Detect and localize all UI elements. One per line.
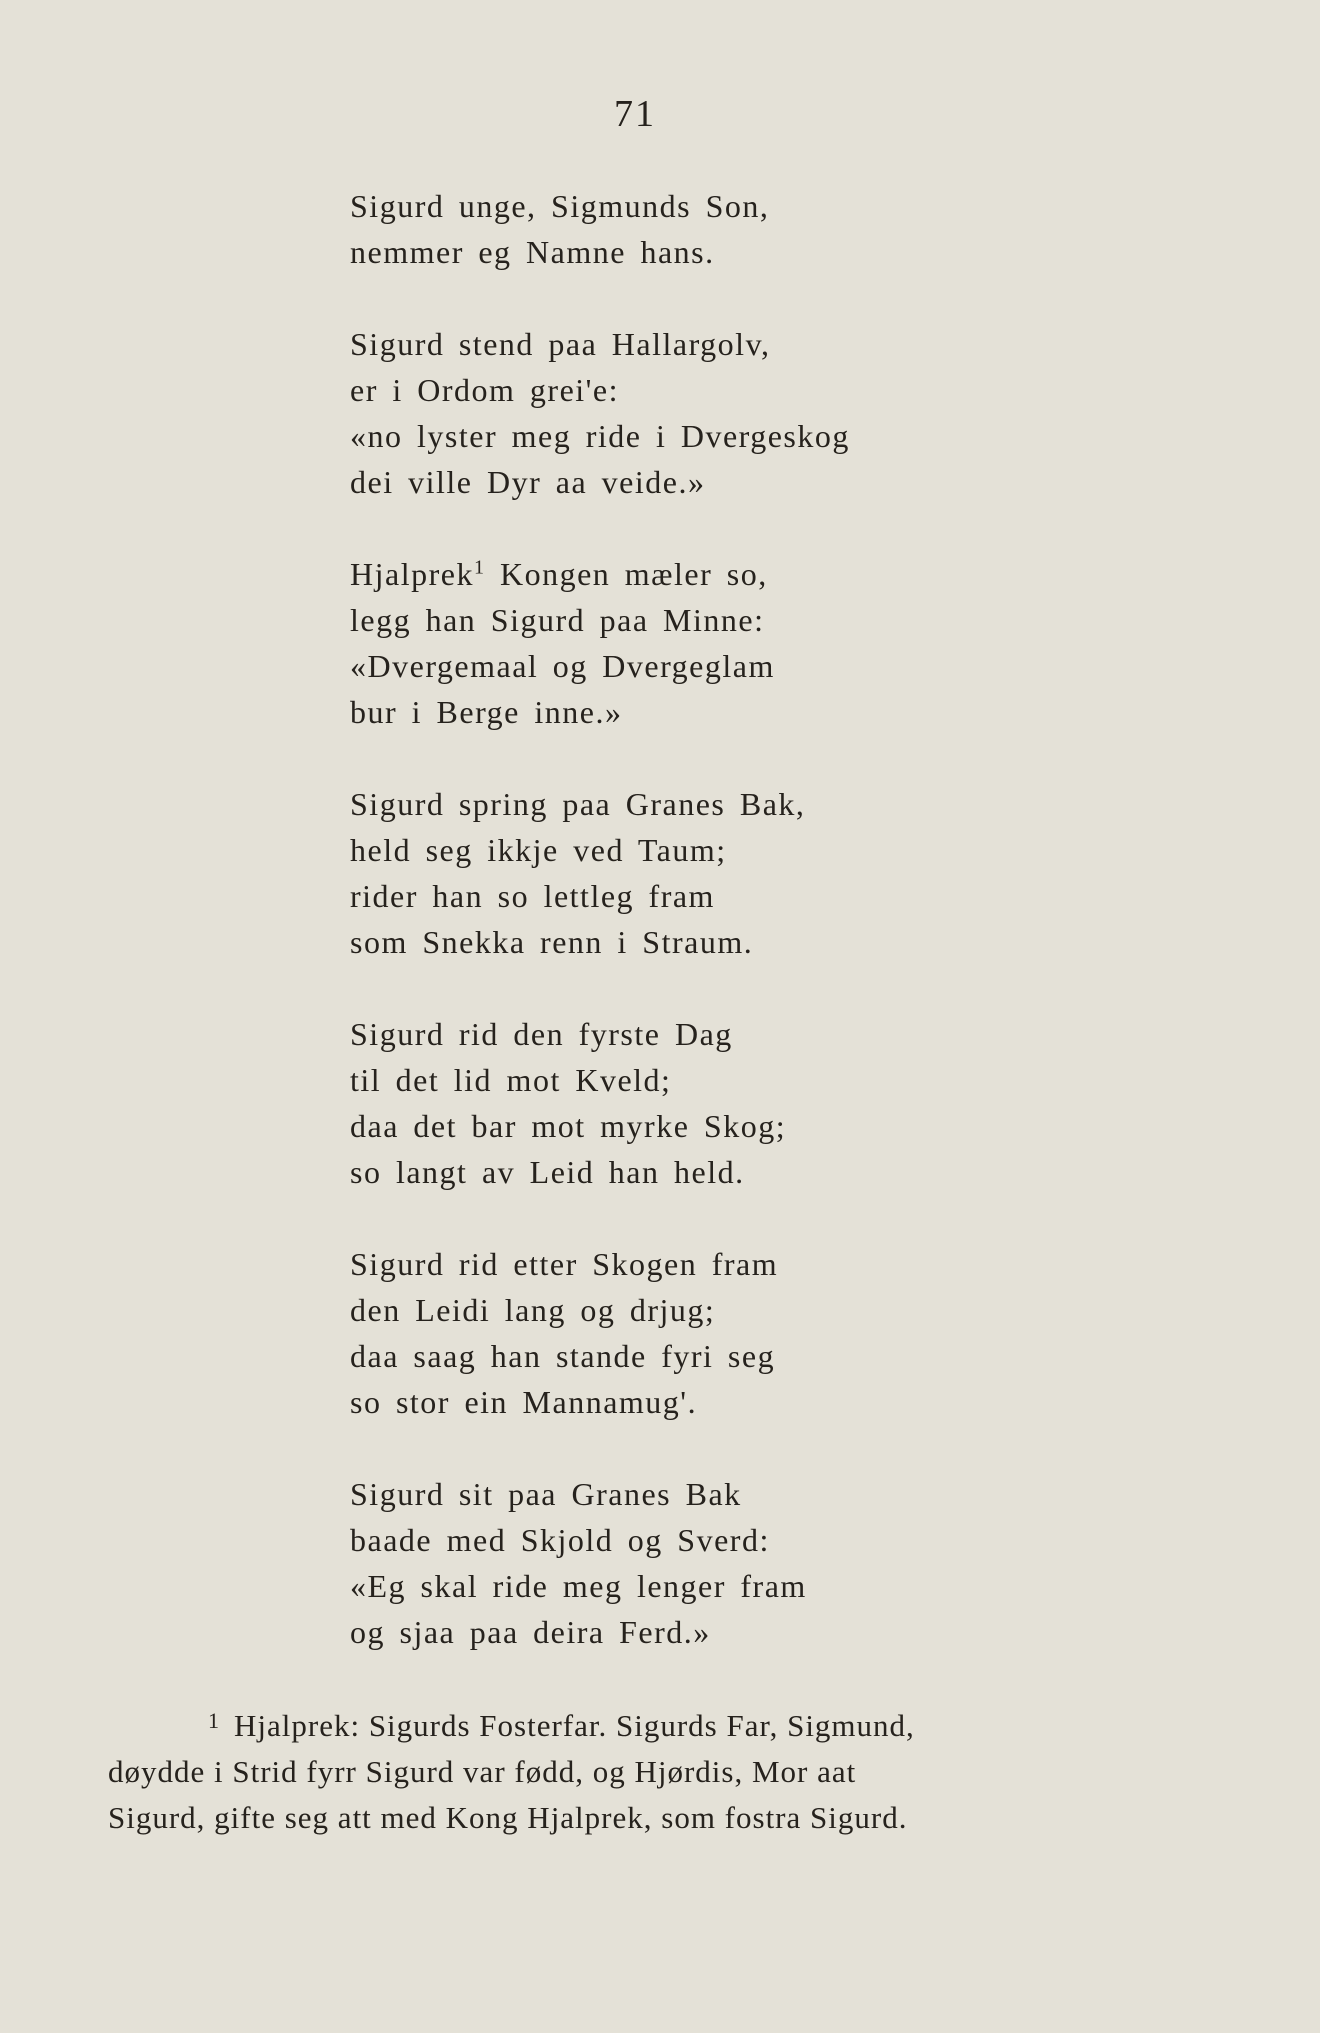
poem-line: held seg ikkje ved Taum;	[350, 832, 727, 868]
poem-line: nemmer eg Namne hans.	[350, 234, 715, 270]
footnote-reference[interactable]: 1	[473, 556, 486, 579]
footnote-line: døydde i Strid fyrr Sigurd var fødd, og Hjørdis, Mor aat	[108, 1754, 857, 1789]
poem-line: «Eg skal ride meg lenger fram	[350, 1568, 807, 1604]
poem-line: Sigurd rid den fyrste Dag	[350, 1016, 733, 1052]
poem-line: som Snekka renn i Straum.	[350, 924, 754, 960]
stanza-1	[350, 183, 1070, 275]
poem-line: legg han Sigurd paa Minne:	[350, 602, 765, 638]
footnote	[108, 1698, 1138, 1841]
stanza-2	[350, 321, 1070, 505]
poem-line: daa saag han stande fyri seg	[350, 1338, 776, 1374]
stanza-3	[350, 551, 1070, 735]
poem-line: og sjaa paa deira Ferd.»	[350, 1614, 711, 1650]
poem-line: so stor ein Mannamug'.	[350, 1384, 698, 1420]
lead-word: Hjalprek	[350, 556, 474, 592]
footnote-mark: 1	[208, 1708, 220, 1733]
stanza-7	[350, 1471, 1070, 1655]
stanza-4	[350, 781, 1070, 965]
poem-line: daa det bar mot myrke Skog;	[350, 1108, 787, 1144]
poem-line: rider han so lettleg fram	[350, 878, 715, 914]
poem-line: Sigurd stend paa Hallargolv,	[350, 326, 771, 362]
footnote-line: Sigurd, gifte seg att med Kong Hjalprek, som fostra Sigurd.	[108, 1800, 908, 1835]
poem-line: bur i Berge inne.»	[350, 694, 623, 730]
poem-line: «no lyster meg ride i Dvergeskog	[350, 418, 850, 454]
footnote-line-text: Hjalprek: Sigurds Fosterfar. Sigurds Far, Sigmund,	[234, 1708, 915, 1743]
poem-line: «Dvergemaal og Dvergeglam	[350, 648, 775, 684]
poem-line: Sigurd sit paa Granes Bak	[350, 1476, 742, 1512]
poem-line: baade med Skjold og Sverd:	[350, 1522, 770, 1558]
stanza-5	[350, 1011, 1070, 1195]
poem-line	[350, 551, 1070, 597]
poem-line: Sigurd rid etter Skogen fram	[350, 1246, 779, 1282]
poem-line: er i Ordom grei'e:	[350, 372, 620, 408]
poem-line: dei ville Dyr aa veide.»	[350, 464, 706, 500]
page-number: 71	[614, 93, 656, 135]
stanza-6	[350, 1241, 1070, 1425]
poem-line: den Leidi lang og drjug;	[350, 1292, 716, 1328]
poem-line: til det lid mot Kveld;	[350, 1062, 672, 1098]
poem-line: Sigurd unge, Sigmunds Son,	[350, 188, 770, 224]
poem	[350, 183, 1070, 1701]
poem-line-text: Kongen mæler so,	[499, 556, 768, 592]
poem-line: so langt av Leid han held.	[350, 1154, 745, 1190]
footnote-line	[108, 1698, 1138, 1749]
poem-line: Sigurd spring paa Granes Bak,	[350, 786, 806, 822]
